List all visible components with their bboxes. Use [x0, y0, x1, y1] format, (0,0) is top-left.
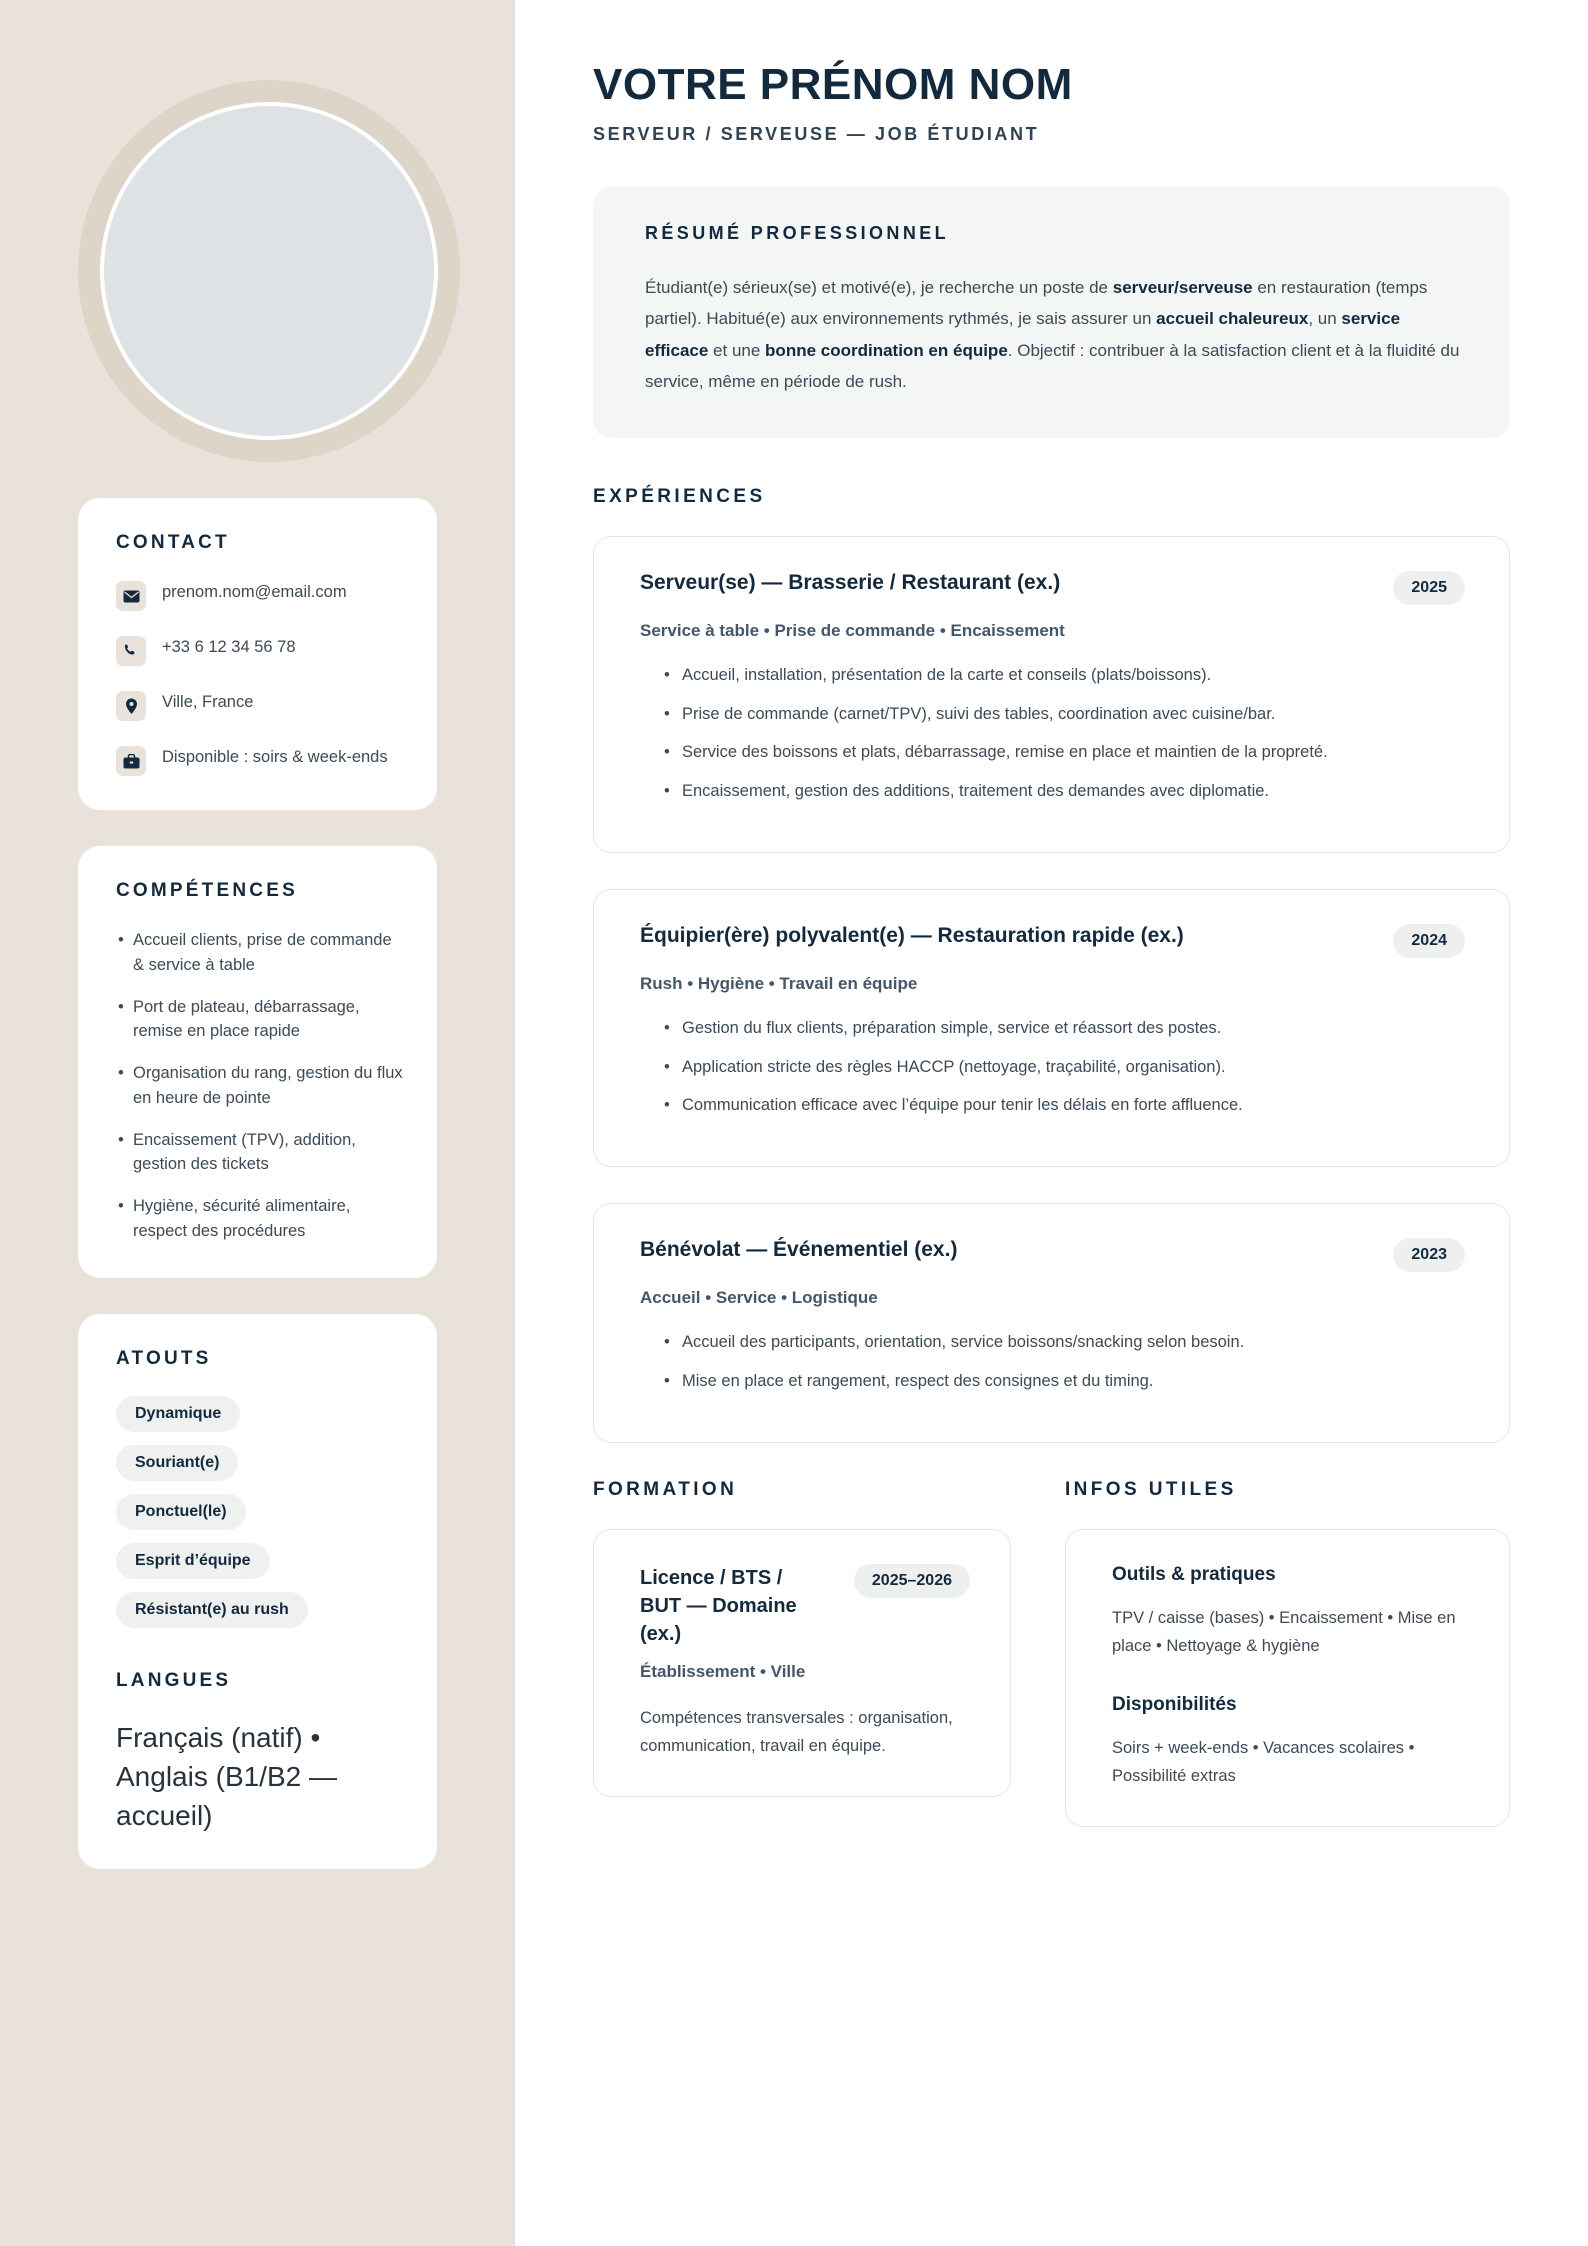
skills-card [78, 846, 437, 1278]
infos-block-heading: Disponibilités [1112, 1693, 1237, 1715]
list-item: • Accueil clients, prise de commande & service à table [116, 928, 403, 978]
summary-bold-3: service efficace [645, 309, 1401, 360]
formation-header [640, 1564, 970, 1648]
experience-date-badge: 2023 [1393, 1238, 1465, 1272]
strengths-title: ATOUTS [116, 1347, 212, 1369]
status-badge: Ponctuel(le) [116, 1494, 246, 1530]
experience-title: Bénévolat — Événementiel (ex.) [640, 1238, 958, 1261]
contact-phone-value: +33 6 12 34 56 78 [162, 638, 296, 656]
summary-bold-2: accueil chaleureux [1156, 309, 1309, 329]
email-icon [116, 581, 146, 611]
infos-column [1065, 1479, 1510, 1827]
experiences-section-title: EXPÉRIENCES [593, 485, 766, 507]
infos-section-title: INFOS UTILES [1065, 1478, 1237, 1500]
status-badge: Souriant(e) [116, 1445, 238, 1481]
summary-bold-1: serveur/serveuse [1112, 278, 1253, 297]
status-badge: Résistant(e) au rush [116, 1592, 308, 1628]
formation-school: Établissement • Ville [640, 1661, 806, 1681]
infos-block-heading: Outils & pratiques [1112, 1563, 1276, 1585]
main-content [515, 0, 1588, 2246]
contact-item-phone[interactable] [116, 635, 403, 666]
experience-subtitle: Rush • Hygiène • Travail en équipe [640, 973, 918, 993]
experience-subtitle: Accueil • Service • Logistique [640, 1288, 878, 1307]
formation-degree: Licence / BTS / BUT — Domaine (ex.) [640, 1566, 797, 1645]
experience-header [640, 924, 1465, 958]
summary-text [645, 272, 1464, 398]
experience-bullets [640, 1016, 1465, 1118]
professional-summary-card [593, 187, 1510, 438]
list-item: • Prise de commande (carnet/TPV), suivi des tables, coordination avec cuisine/bar. [662, 702, 1465, 727]
status-badge: Dynamique [116, 1396, 240, 1432]
infos-block-availability [1112, 1694, 1469, 1790]
list-item: • Organisation du rang, gestion du flux en heure de pointe [116, 1061, 403, 1111]
list-item: • Accueil des participants, orientation, service boissons/snacking selon besoin. [662, 1330, 1465, 1355]
summary-part-5: . Objectif : contribuer à la satisfaction client et à la fluidité du service, même en période de rush. [645, 340, 1460, 392]
experience-subtitle: Service à table • Prise de commande • Encaissement [640, 620, 1065, 640]
experience-date-badge: 2024 [1393, 924, 1465, 958]
sidebar [0, 0, 515, 2246]
list-item: • Service des boissons et plats, débarrassage, remise en place et maintien de la propreté. [662, 740, 1465, 765]
formation-column [593, 1479, 1011, 1827]
contact-title: CONTACT [116, 532, 230, 553]
infos-block-text: Soirs + week-ends • Vacances scolaires • Possibilité extras [1112, 1738, 1415, 1785]
formation-date-badge: 2025–2026 [854, 1564, 970, 1598]
experience-header [640, 571, 1465, 605]
list-item: • Gestion du flux clients, préparation simple, service et réassort des postes. [662, 1016, 1465, 1041]
page-subtitle: SERVEUR / SERVEUSE — JOB ÉTUDIANT [593, 124, 1040, 144]
list-item: • Mise en place et rangement, respect des consignes et du timing. [662, 1369, 1465, 1394]
experience-title: Équipier(ère) polyvalent(e) — Restauration rapide (ex.) [640, 923, 1184, 947]
skills-list [116, 928, 403, 1244]
status-badge: Esprit d’équipe [116, 1543, 270, 1579]
skills-title: COMPÉTENCES [116, 880, 298, 901]
location-pin-icon [116, 691, 146, 721]
list-item: • Encaissement, gestion des additions, traitement des demandes avec diplomatie. [662, 779, 1465, 804]
list-item: • Communication efficace avec l’équipe pour tenir les délais en forte affluence. [662, 1093, 1465, 1118]
experience-item [593, 1203, 1510, 1443]
languages-value: Français (natif) • Anglais (B1/B2 — accueil) [116, 1721, 337, 1831]
formation-card [593, 1529, 1011, 1797]
experience-bullets [640, 663, 1465, 804]
infos-card [1065, 1529, 1510, 1827]
bottom-sections [593, 1479, 1510, 1827]
infos-block-tools [1112, 1564, 1469, 1660]
contact-email-value: prenom.nom@email.com [162, 583, 347, 601]
infos-block-text: TPV / caisse (bases) • Encaissement • Mise en place • Nettoyage & hygiène [1112, 1608, 1456, 1655]
experience-title: Serveur(se) — Brasserie / Restaurant (ex.) [640, 570, 1061, 594]
list-item: • Hygiène, sécurité alimentaire, respect des procédures [116, 1194, 403, 1244]
experience-date-badge: 2025 [1393, 571, 1465, 605]
contact-card [78, 498, 437, 810]
summary-title: RÉSUMÉ PROFESSIONNEL [645, 223, 950, 243]
experience-bullets [640, 1330, 1465, 1394]
experience-item [593, 889, 1510, 1167]
avatar-placeholder [100, 102, 438, 440]
formation-section-title: FORMATION [593, 1478, 738, 1500]
contact-item-availability[interactable] [116, 745, 403, 776]
summary-part-4: et une [708, 340, 766, 360]
page-title: VOTRE PRÉNOM NOM [593, 60, 1073, 109]
experience-item [593, 536, 1510, 853]
strengths-chip-list [116, 1396, 403, 1628]
contact-item-email[interactable] [116, 580, 403, 611]
summary-part-1: Étudiant(e) sérieux(se) et motivé(e), je recherche un poste de [645, 278, 1113, 297]
summary-bold-4: bonne coordination en équipe [765, 340, 1008, 360]
list-item: • Accueil, installation, présentation de la carte et conseils (plats/boissons). [662, 663, 1465, 688]
list-item: • Port de plateau, débarrassage, remise en place rapide [116, 995, 403, 1045]
contact-location-value: Ville, France [162, 693, 254, 711]
strengths-card [78, 1314, 437, 1870]
summary-part-3: , un [1308, 309, 1342, 329]
languages-title: LANGUES [116, 1669, 232, 1691]
contact-availability-value: Disponible : soirs & week-ends [162, 748, 388, 766]
list-item: • Application stricte des règles HACCP (nettoyage, traçabilité, organisation). [662, 1055, 1465, 1080]
avatar [78, 80, 460, 462]
list-item: • Encaissement (TPV), addition, gestion des tickets [116, 1128, 403, 1178]
briefcase-icon [116, 746, 146, 776]
summary-part-2: en restauration (temps partiel). Habitué(e) aux environnements rythmés, je sais assurer un [645, 278, 1428, 329]
formation-body: Compétences transversales : organisation, communication, travail en équipe. [640, 1708, 953, 1755]
phone-icon [116, 636, 146, 666]
experience-header [640, 1238, 1465, 1272]
contact-item-location[interactable] [116, 690, 403, 721]
